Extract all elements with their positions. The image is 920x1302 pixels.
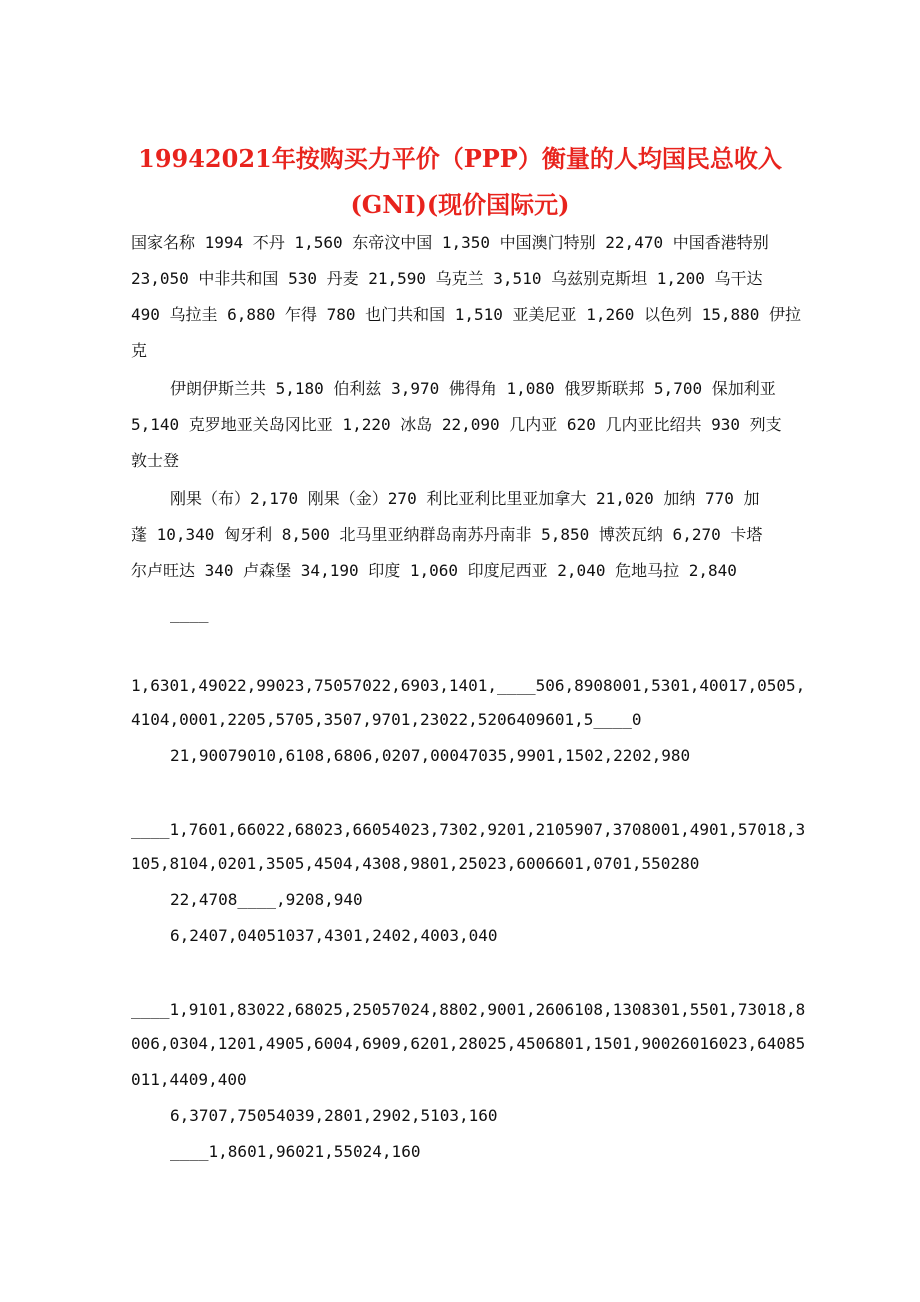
text-line: 1,6301,49022,99023,75057022,6903,1401,____506,8908001,5301,40017,0505, (131, 676, 806, 695)
text-line: 国家名称 1994 不丹 1,560 东帝汶中国 1,350 中国澳门特别 22,470 中国香港特别 (131, 233, 769, 252)
text-line: 刚果（布）2,170 刚果（金）270 利比亚利比里亚加拿大 21,020 加纳 770 加 (170, 489, 760, 508)
text-line: 5,140 克罗地亚关岛冈比亚 1,220 冰岛 22,090 几内亚 620 几内亚比绍共 930 列支 (131, 415, 782, 434)
text-line: 伊朗伊斯兰共 5,180 伯利兹 3,970 佛得角 1,080 俄罗斯联邦 5,700 保加利亚 (170, 379, 776, 398)
text-line: 011,4409,400 (131, 1070, 247, 1089)
text-line: ____1,7601,66022,68023,66054023,7302,9201,2105907,3708001,4901,57018,3 (131, 820, 806, 839)
text-line: ____1,9101,83022,68025,25057024,8802,9001,2606108,1308301,5501,73018,8 (131, 1000, 806, 1019)
text-line: 21,90079010,6108,6806,0207,00047035,9901,1502,2202,980 (170, 746, 691, 765)
text-line: 23,050 中非共和国 530 丹麦 21,590 乌克兰 3,510 乌兹别克斯坦 1,200 乌干达 (131, 269, 763, 288)
text-line: 006,0304,1201,4905,6004,6909,6201,28025,4506801,1501,90026016023,64085 (131, 1034, 806, 1053)
document-title-line-2: (GNI)(现价国际元) (350, 190, 570, 219)
text-line: ____ (170, 604, 209, 623)
text-line: 6,3707,75054039,2801,2902,5103,160 (170, 1106, 498, 1125)
text-line: ____1,8601,96021,55024,160 (170, 1142, 421, 1161)
text-line: 克 (131, 341, 148, 360)
text-line: 敦士登 (131, 451, 180, 470)
text-line: 蓬 10,340 匈牙利 8,500 北马里亚纳群岛南苏丹南非 5,850 博茨瓦纳 6,270 卡塔 (131, 525, 763, 544)
text-line: 4104,0001,2205,5705,3507,9701,23022,5206409601,5____0 (131, 710, 642, 729)
text-line: 6,2407,04051037,4301,2402,4003,040 (170, 926, 498, 945)
document-title-line-1: 19942021年按购买力平价（PPP）衡量的人均国民总收入 (138, 144, 782, 173)
text-line: 105,8104,0201,3505,4504,4308,9801,25023,6006601,0701,550280 (131, 854, 700, 873)
text-line: 22,4708____,9208,940 (170, 890, 363, 909)
text-line: 490 乌拉圭 6,880 乍得 780 也门共和国 1,510 亚美尼亚 1,260 以色列 15,880 伊拉 (131, 305, 802, 324)
text-line: 尔卢旺达 340 卢森堡 34,190 印度 1,060 印度尼西亚 2,040 危地马拉 2,840 (131, 561, 737, 580)
